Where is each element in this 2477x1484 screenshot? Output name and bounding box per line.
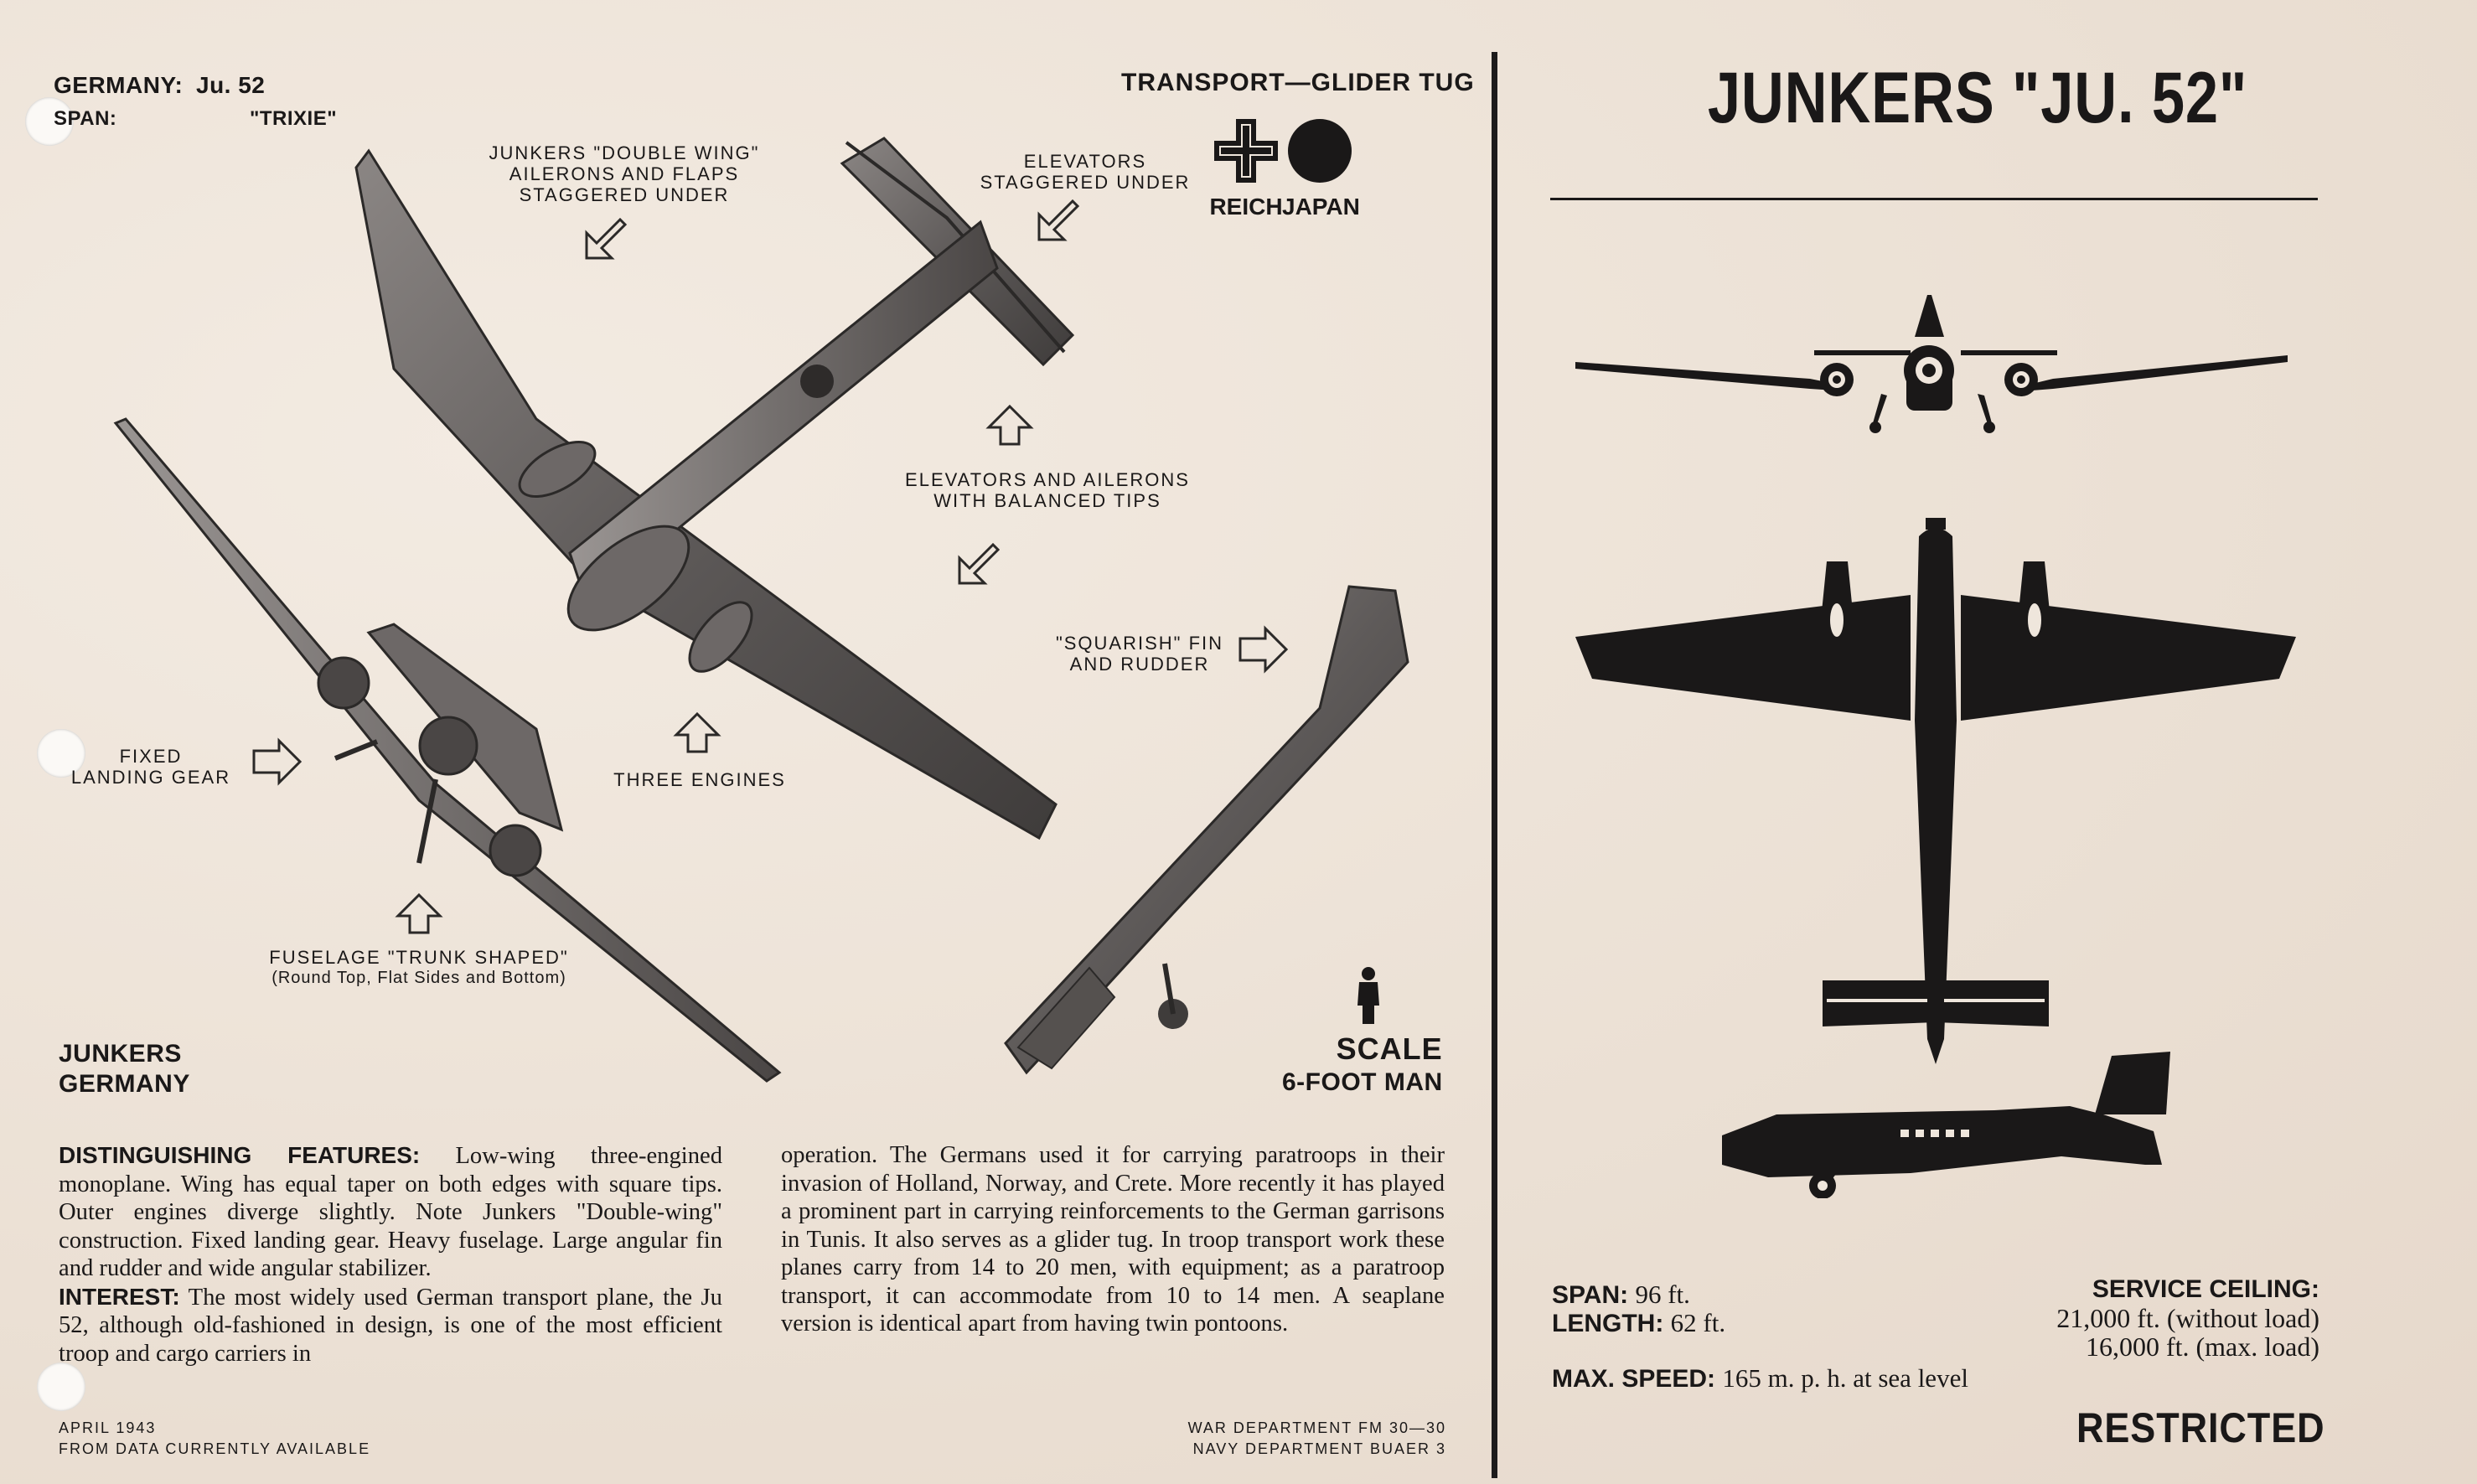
country-label: GERMANY: — [54, 72, 184, 98]
callout-elevators-line1: ELEVATORS — [1023, 151, 1147, 172]
silhouette-plan-view — [1575, 518, 2296, 1064]
manufacturer-country: GERMANY — [59, 1070, 190, 1098]
callout-fin-line2: AND RUDDER — [1069, 654, 1210, 675]
callout-double-wing — [469, 142, 779, 205]
designation: Ju. 52 — [196, 72, 266, 98]
callout-balanced-tips — [888, 469, 1207, 511]
ceiling-max-load: 16,000 ft. (max. load) — [2085, 1331, 2319, 1362]
spec-service-ceiling — [1952, 1275, 2319, 1361]
manufacturer — [59, 1039, 190, 1099]
arrow-down-left-elevators — [1039, 201, 1078, 240]
column-divider — [1492, 52, 1497, 1478]
spec-span — [1552, 1280, 1690, 1310]
arrow-right-gear — [254, 741, 300, 783]
arrow-up-engines — [676, 714, 718, 752]
role-title: TRANSPORT—GLIDER TUG — [1121, 69, 1475, 96]
nickname: "TRIXIE" — [250, 107, 338, 130]
scale-subject: 6-FOOT MAN — [1282, 1068, 1443, 1096]
callout-landing-gear — [59, 746, 243, 788]
classification-stamp: RESTRICTED — [2076, 1404, 2325, 1451]
description-column-1 — [59, 1141, 722, 1368]
span-label: SPAN: — [1552, 1281, 1629, 1309]
callout-elevators — [964, 151, 1207, 193]
scale-label: SCALE — [1336, 1032, 1443, 1066]
ceiling-without-load: 21,000 ft. (without load) — [2056, 1303, 2319, 1333]
callout-fuselage — [201, 947, 637, 989]
callout-fin — [1035, 633, 1244, 675]
spec-max-speed — [1552, 1364, 1968, 1394]
footer-right — [1161, 1418, 1446, 1460]
callout-balanced-line1: ELEVATORS AND AILERONS — [905, 469, 1190, 490]
length-label: LENGTH: — [1552, 1310, 1664, 1337]
footer-date: APRIL 1943 — [59, 1419, 157, 1436]
callout-gear-line1: FIXED — [119, 746, 183, 767]
description-column-2 — [781, 1141, 1445, 1338]
speed-value: 165 m. p. h. at sea level — [1722, 1363, 1968, 1393]
callout-double-wing-line3: STAGGERED UNDER — [519, 184, 730, 205]
interest-heading: INTEREST: — [59, 1283, 180, 1310]
interest-body: The most widely used German transport plane, the Ju 52, although old-fashioned in design, is one of the most efficient troop and cargo carriers in — [59, 1284, 722, 1367]
ceiling-label: SERVICE CEILING: — [2092, 1275, 2319, 1303]
features-body: Low-wing three-engined monoplane. Wing has equal taper on both edges with square tips. Outer engines diverge slightly. Note Junkers "Double-wing" construction. Fixed landing gear. Heavy fuselage. Large angular fin and rudder and wide angular stabilizer. — [59, 1143, 722, 1281]
scale-legend — [1282, 1032, 1443, 1099]
callout-elevators-line2: STAGGERED UNDER — [980, 172, 1191, 193]
span-value: 96 ft. — [1635, 1280, 1690, 1309]
speed-label: MAX. SPEED: — [1552, 1365, 1716, 1393]
callout-gear-line2: LANDING GEAR — [70, 767, 231, 788]
silhouette-title: JUNKERS "JU. 52" — [1707, 58, 2248, 138]
callout-double-wing-line1: JUNKERS "DOUBLE WING" — [489, 142, 760, 163]
callout-fin-line1: "SQUARISH" FIN — [1055, 633, 1224, 654]
footer-war-department: WAR DEPARTMENT FM 30—30 — [1187, 1419, 1446, 1436]
callout-three-engines: THREE ENGINES — [613, 769, 786, 790]
punch-hole-bottom — [37, 1362, 85, 1411]
length-value: 62 ft. — [1670, 1308, 1726, 1337]
silhouette-drawings — [1559, 285, 2313, 1198]
manufacturer-name: JUNKERS — [59, 1040, 182, 1068]
callout-fuselage-note: (Round Top, Flat Sides and Bottom) — [271, 969, 566, 987]
footer-navy-department: NAVY DEPARTMENT BUAER 3 — [1192, 1440, 1446, 1457]
scale-man-icon — [1357, 967, 1379, 1024]
arrow-right-fin — [1240, 628, 1286, 670]
callout-double-wing-line2: AILERONS AND FLAPS — [509, 163, 740, 184]
japan-label: JAPAN — [1282, 194, 1360, 220]
callout-fuselage-line1: FUSELAGE "TRUNK SHAPED" — [269, 947, 569, 968]
interest-body-continued: operation. The Germans used it for carrying paratroops in their invasion of Holland, Norway, and Crete. More recently it has played a prominent part in carrying reinforcements to the German garrisons in Tunis. It also serves as a glider tug. In troop transport work these planes carry from 14 to 20 men, with equipment; as a paratroop transport, it can accommodate from 10 to 14 men. A seaplane version is identical apart from having twin pontoons. — [781, 1142, 1445, 1337]
footer-source: FROM DATA CURRENTLY AVAILABLE — [59, 1440, 371, 1457]
arrow-up-fuselage — [398, 895, 440, 933]
arrow-down-left-balanced — [959, 545, 998, 583]
callout-balanced-line2: WITH BALANCED TIPS — [933, 490, 1161, 511]
silhouette-side-view — [1722, 1052, 2170, 1198]
span-label-top: SPAN: — [54, 107, 117, 130]
title-rule — [1550, 198, 2318, 200]
arrow-down-left-ailerons — [587, 220, 625, 258]
reich-label: REICH — [1209, 194, 1283, 220]
features-heading: DISTINGUISHING FEATURES: — [59, 1142, 421, 1168]
arrow-up-tips — [989, 406, 1031, 444]
footer-left — [59, 1418, 370, 1460]
spec-length — [1552, 1309, 1725, 1338]
